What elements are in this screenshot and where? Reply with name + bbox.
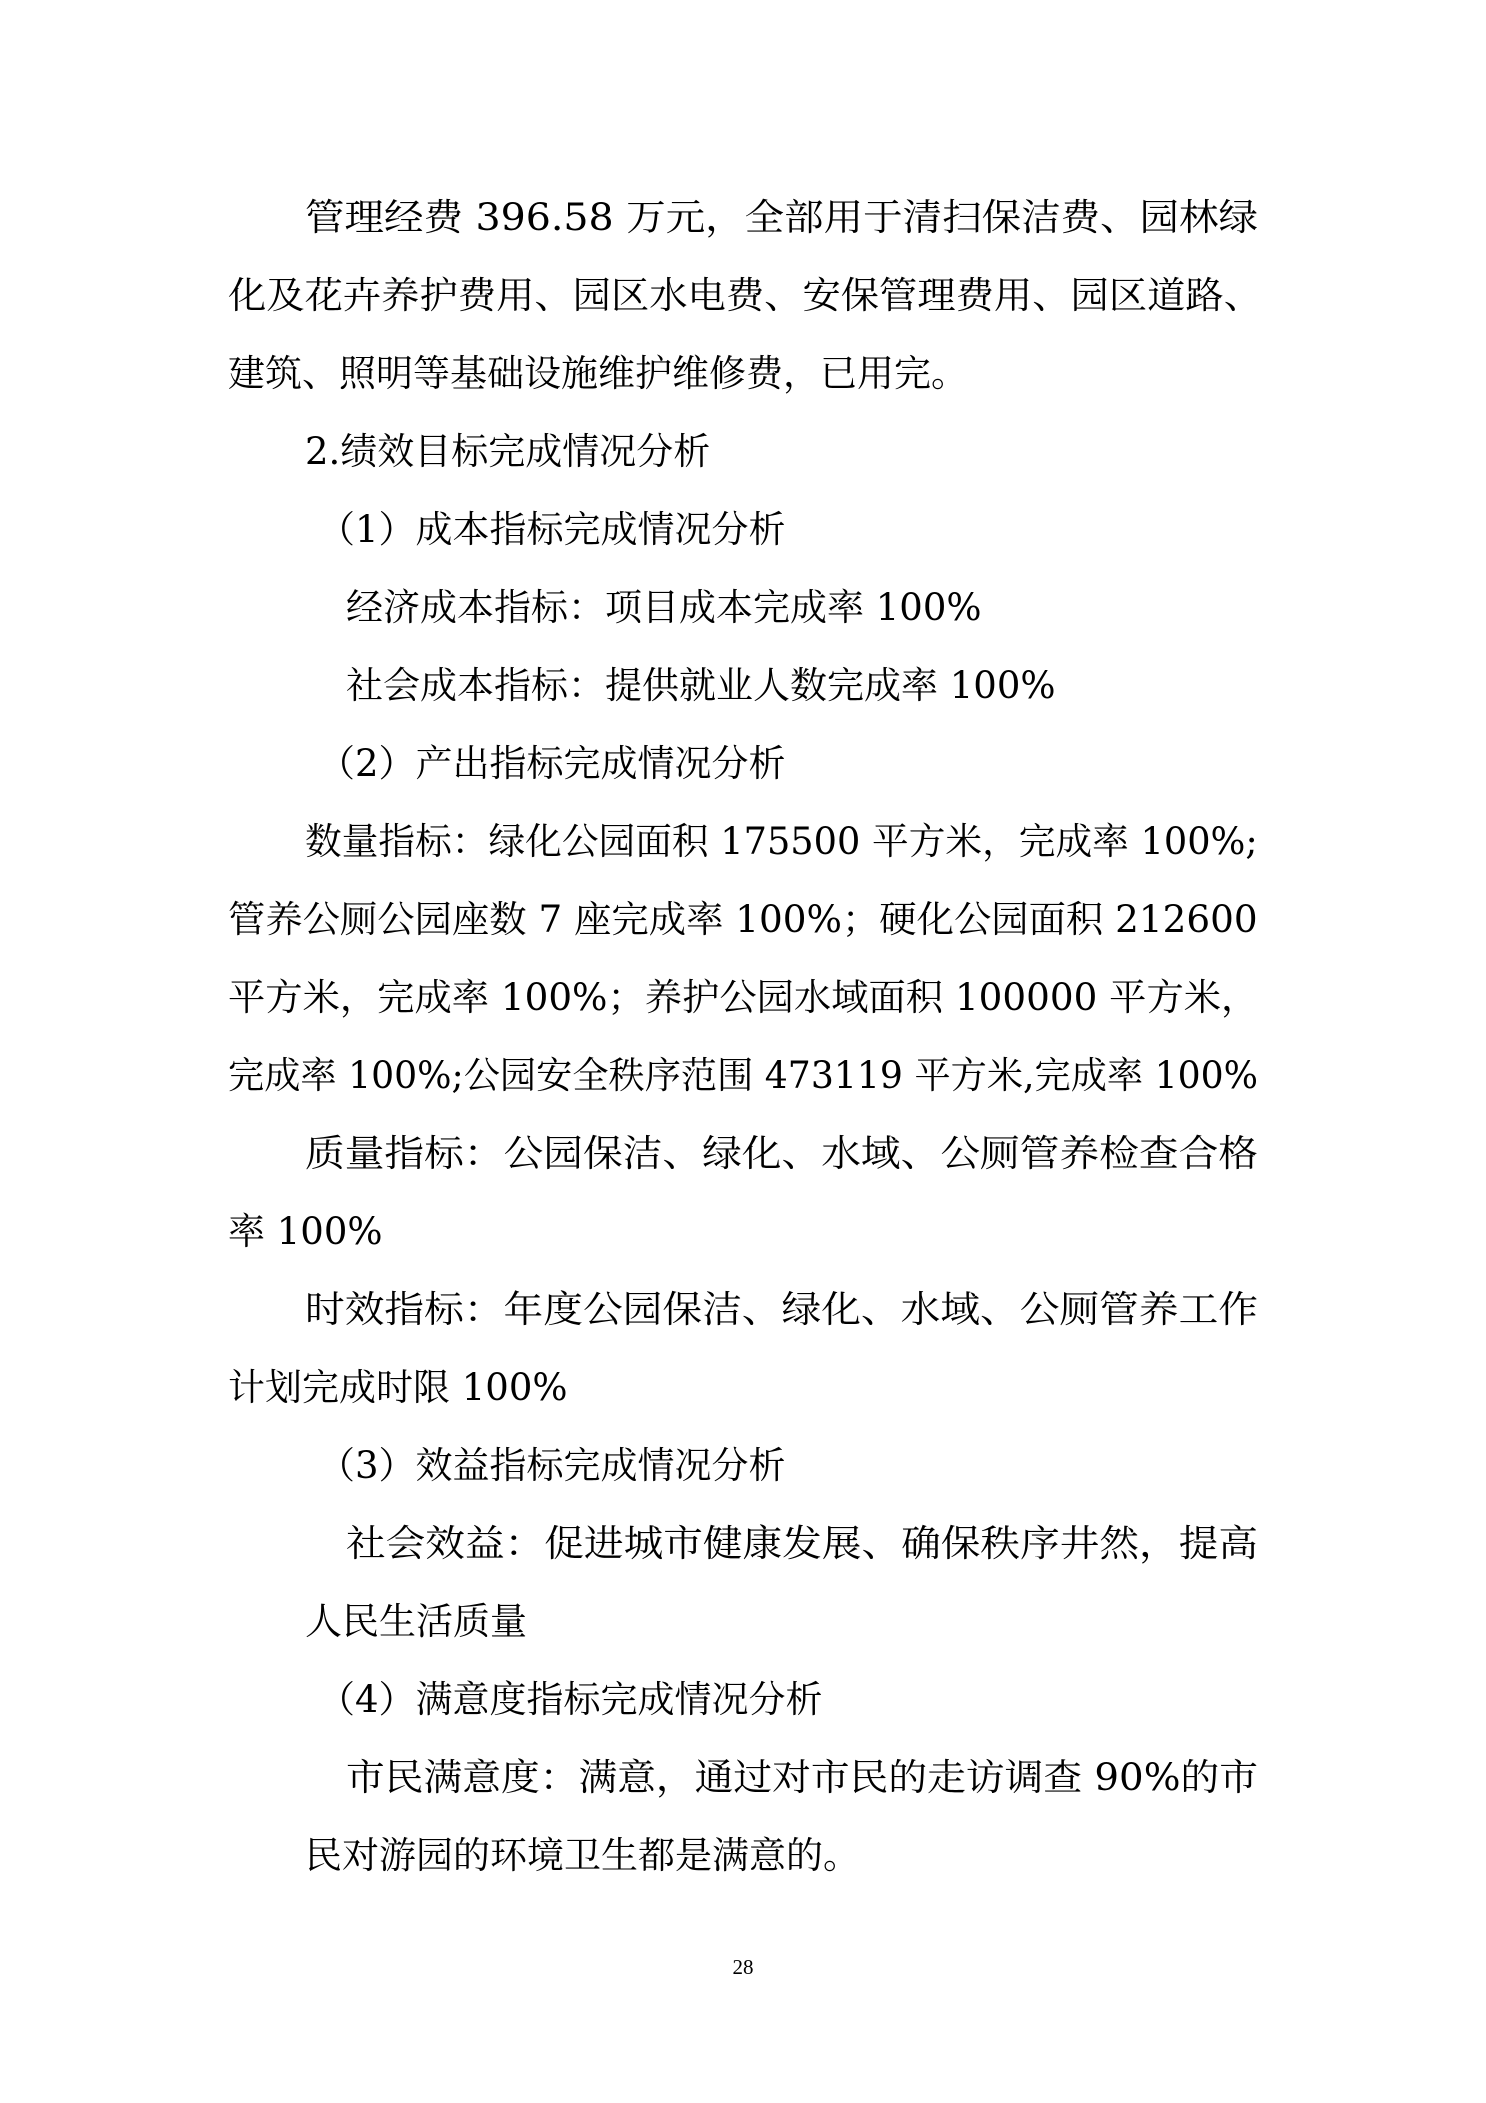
text-line: 人民生活质量 [305,1600,527,1643]
text-line: 完成率 100%;公园安全秩序范围 473119 平方米,完成率 100% [228,1054,1259,1097]
text-line: 社会成本指标：提供就业人数完成率 100% [346,664,1056,707]
text-line: 化及花卉养护费用、园区水电费、安保管理费用、园区道路、 [228,274,1262,317]
text-line: 建筑、照明等基础设施维护维修费，已用完。 [228,352,968,395]
subsection-heading: （1）成本指标完成情况分析 [318,508,786,551]
text-line: 质量指标：公园保洁、绿化、水域、公厕管养检查合格 [305,1132,1258,1175]
text-line: 平方米，完成率 100%；养护公园水域面积 100000 平方米， [228,976,1259,1019]
text-line: 管理经费 396.58 万元，全部用于清扫保洁费、园林绿 [305,196,1258,239]
text-line: 数量指标：绿化公园面积 175500 平方米，完成率 100%; [305,820,1258,863]
subsection-heading: （2）产出指标完成情况分析 [318,742,786,785]
text-line: 率 100% [228,1210,383,1253]
text-line: 市民满意度：满意，通过对市民的走访调查 90%的市 [346,1756,1258,1799]
text-line: 管养公厕公园座数 7 座完成率 100%；硬化公园面积 212600 [228,898,1258,941]
text-line: 计划完成时限 100% [228,1366,568,1409]
text-line: 社会效益：促进城市健康发展、确保秩序井然，提高 [346,1522,1258,1565]
page-number: 28 [732,1955,754,1979]
subsection-heading: （3）效益指标完成情况分析 [318,1444,786,1487]
subsection-heading: （4）满意度指标完成情况分析 [318,1678,823,1721]
section-heading: 2.绩效目标完成情况分析 [305,430,711,473]
text-line: 时效指标：年度公园保洁、绿化、水域、公厕管养工作 [305,1288,1258,1331]
text-line: 民对游园的环境卫生都是满意的。 [305,1834,860,1877]
text-line: 经济成本指标：项目成本完成率 100% [346,586,982,629]
